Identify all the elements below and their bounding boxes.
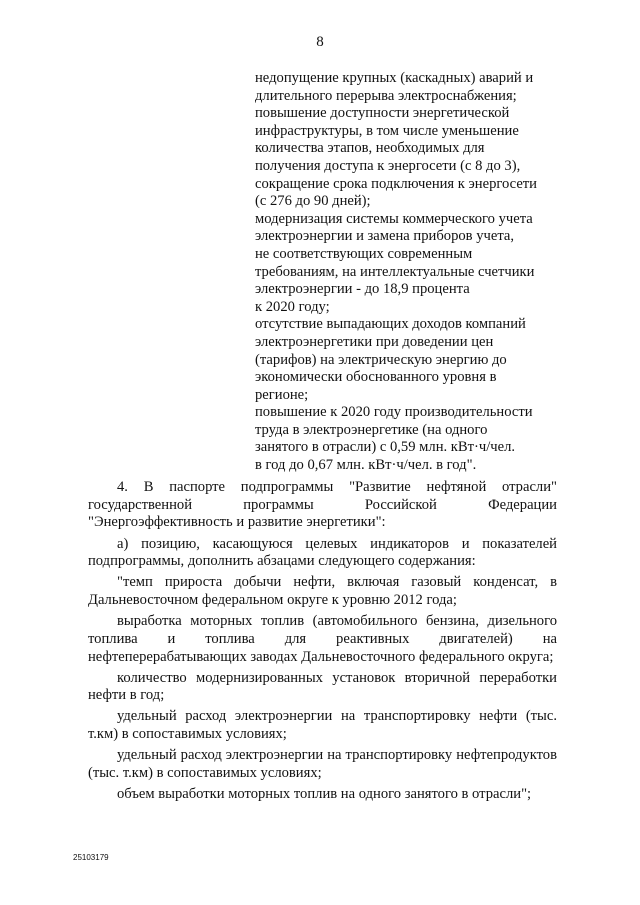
page-number: 8 bbox=[316, 34, 324, 50]
list-line: длительного перерыва электроснабжения; bbox=[255, 87, 517, 104]
indicators-list bbox=[255, 70, 555, 475]
list-line: электроэнергии и замена приборов учета, bbox=[255, 228, 515, 245]
quote-paragraph: выработка моторных топлив (автомобильного бензина, дизельного топлива и топлива для реактивных двигателей) на нефтеперерабатывающих заводах Дальневосточного федерального округа; bbox=[88, 613, 557, 665]
quote-paragraph: удельный расход электроэнергии на транспортировку нефтепродуктов (тыс. т.км) в сопоставимых условиях; bbox=[88, 747, 557, 781]
list-line: количества этапов, необходимых для bbox=[255, 140, 485, 157]
list-line: в год до 0,67 млн. кВт·ч/чел. в год". bbox=[255, 457, 477, 474]
document-code: 25103179 bbox=[73, 853, 109, 862]
list-line: недопущение крупных (каскадных) аварий и bbox=[255, 70, 534, 86]
list-line: модернизация системы коммерческого учета bbox=[255, 210, 533, 227]
list-line: экономически обоснованного уровня в bbox=[255, 369, 497, 386]
quote-paragraph: объем выработки моторных топлив на одного занятого в отрасли"; bbox=[117, 785, 532, 802]
list-line: повышение доступности энергетической bbox=[255, 105, 510, 122]
list-line: занятого в отрасли) с 0,59 млн. кВт·ч/чел. bbox=[255, 439, 516, 456]
quote-paragraph: удельный расход электроэнергии на транспортировку нефти (тыс. т.км) в сопоставимых условиях; bbox=[88, 708, 557, 743]
sub-item-a: а) позицию, касающуюся целевых индикаторов и показателей подпрограммы, дополнить абзацами следующего содержания: bbox=[88, 535, 557, 570]
list-line: к 2020 году; bbox=[255, 298, 330, 315]
list-line: получения доступа к энергосети (с 8 до 3), bbox=[255, 157, 521, 174]
list-line: требованиям, на интеллектуальные счетчики bbox=[255, 263, 535, 280]
quote-paragraph: "темп прироста добычи нефти, включая газовый конденсат, в Дальневосточном федеральном округе к уровню 2012 года; bbox=[88, 574, 557, 608]
list-line: не соответствующих современным bbox=[255, 245, 473, 262]
list-line: труда в электроэнергетике (на одного bbox=[255, 421, 488, 438]
item-4-intro: 4. В паспорте подпрограммы "Развитие нефтяной отрасли" государственной программы Российской Федерации "Энергоэффективность и развитие энергетики": bbox=[88, 479, 557, 531]
list-line: (тарифов) на электрическую энергию до bbox=[255, 351, 507, 368]
amendment-body bbox=[88, 479, 557, 807]
list-line: электроэнергии - до 18,9 процента bbox=[255, 281, 470, 298]
list-line: сокращение срока подключения к энергосети bbox=[255, 175, 537, 192]
list-line: (с 276 до 90 дней); bbox=[255, 193, 371, 210]
list-line: электроэнергетики при доведении цен bbox=[255, 333, 494, 350]
list-line: отсутствие выпадающих доходов компаний bbox=[255, 316, 526, 333]
list-line: регионе; bbox=[255, 386, 309, 403]
quote-paragraph: количество модернизированных установок вторичной переработки нефти в год; bbox=[88, 669, 557, 704]
list-line: инфраструктуры, в том числе уменьшение bbox=[255, 122, 519, 139]
list-line: повышение к 2020 году производительности bbox=[255, 404, 533, 421]
